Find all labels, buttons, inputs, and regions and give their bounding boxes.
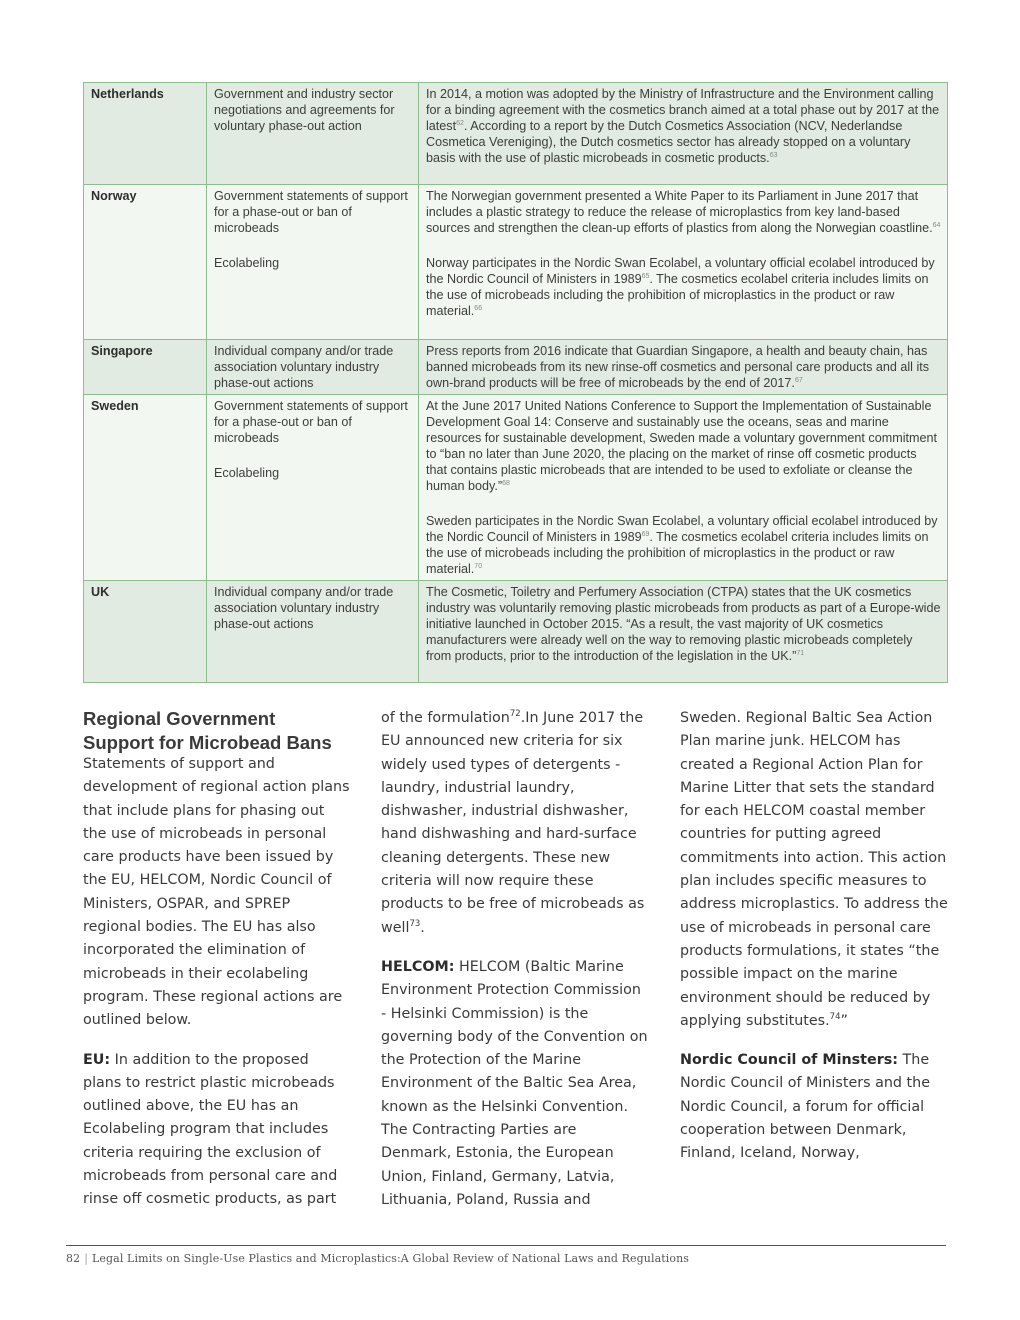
- footer-rule: [66, 1245, 946, 1246]
- intro-paragraph: Statements of support and development of regional action plans that include plans for phasing out the use of microbeads in personal care products have been issued by the EU, HELCOM, Nordic Council of Ministers, OSPAR, and SPREP regional bodies. The EU has also incorporated the elimination of microbeads in their ecolabeling program. These regional actions are outlined below.: [83, 756, 350, 1029]
- nordic-label: Nordic Council of Minsters:: [680, 1052, 898, 1069]
- action-cell: Individual company and/or trade association voluntary industry phase-out actions: [207, 340, 419, 395]
- action-cell: Government statements of support for a phase-out or ban of microbeads Ecolabeling: [207, 395, 419, 581]
- details-cell: [419, 581, 948, 683]
- details-paragraph: Sweden participates in the Nordic Swan Ecolabel, a voluntary official ecolabel introduced by the Nordic Council of Ministers in 1989$^{69}$. The cosmetics ecolabel criteria includes limits on the use of microbeads including the prohibition of microplastics in the product or raw material.$^{70}$: [426, 514, 938, 576]
- helcom-paragraph: HELCOM: HELCOM (Baltic Marine Environment Protection Commission - Helsinki Commission) is the governing body of the Convention on the Protection of the Marine Environment of the Baltic Sea Area, known as the Helsinki Convention. The Contracting Parties are Denmark, Estonia, the European Union, Finland, Germany, Latvia, Lithuania, Poland, Russia and: [381, 958, 648, 1208]
- eu-paragraph-continued: of the formulation$^{72}$.In June 2017 the EU announced new criteria for six widely used types of detergents - laundry, industrial laundry, dishwasher, industrial dishwasher, hand dishwashing and hard-surface cleaning detergents. These new criteria will now require these products to be free of microbeads as well$^{73}$.: [381, 709, 645, 936]
- helcom-label: HELCOM:: [381, 958, 455, 975]
- table-row-uk: [84, 581, 948, 683]
- page-footer: [66, 1252, 689, 1265]
- details-paragraph: Press reports from 2016 indicate that Guardian Singapore, a health and beauty chain, has banned microbeads from its new rinse-off cosmetics and personal care products and all its own-brand products will be free of microbeads by the end of 2017.67: [426, 344, 930, 390]
- action-cell: Government statements of support for a phase-out or ban of microbeads Ecolabeling: [207, 185, 419, 340]
- country-cell: Netherlands: [84, 83, 207, 185]
- details-paragraph: At the June 2017 United Nations Conference to Support the Implementation of Sustainable Development Goal 14: Conserve and sustainably use the oceans, seas and marine resources for sustainable development, Sweden made a voluntary government commitment to “ban no later than June 2020, the placing on the market of rinse off cosmetic products that contains plastic microbeads that are intended to be used to exfoliate or cleanse the human body.”$^{68}$: [426, 399, 938, 493]
- footer-separator: |: [84, 1252, 89, 1265]
- text-column-2: [381, 707, 649, 1212]
- text-column-3: [680, 707, 948, 1166]
- publication-title: Legal Limits on Single-Use Plastics and Microplastics:A Global Review of National Laws and Regulations: [92, 1252, 690, 1265]
- details-paragraph: Norway participates in the Nordic Swan Ecolabel, a voluntary official ecolabel introduced by the Nordic Council of Ministers in 1989$^{65}$. The cosmetics ecolabel criteria includes limits on the use of microbeads including the prohibition of microplastics in the product or raw material.$^{66}$: [426, 256, 935, 318]
- action-cell: Individual company and/or trade association voluntary industry phase-out actions: [207, 581, 419, 683]
- country-cell: UK: [84, 581, 207, 683]
- details-cell: [419, 83, 948, 185]
- action-cell: Government and industry sector negotiations and agreements for voluntary phase-out action: [207, 83, 419, 185]
- section-heading: Regional Government Support for Microbead Bans: [83, 708, 332, 753]
- table-row-netherlands: [84, 83, 948, 185]
- details-paragraph: In 2014, a motion was adopted by the Ministry of Infrastructure and the Environment calling for a binding agreement with the cosmetics branch aimed at a total phase out by 2017 at the latest$^{62}$. According to a report by the Dutch Cosmetics Association (NCV, Nederlandse Cosmetica Vereniging), the Dutch cosmetics sector has already stopped on a voluntary basis with the use of plastic microbeads in cosmetic products.$^{63}$: [426, 87, 940, 165]
- country-cell: Singapore: [84, 340, 207, 395]
- helcom-paragraph-continued: Sweden. Regional Baltic Sea Action Plan marine junk. HELCOM has created a Regional Action Plan for Marine Litter that sets the standard for each HELCOM coastal member countries for putting agreed commitments into action. This action plan includes specific measures to address microplastics. To address the use of microbeads in personal care products formulations, it states “the possible impact on the marine environment should be reduced by applying substitutes.$^{74}$”: [680, 710, 948, 1029]
- country-actions-table: [83, 82, 948, 683]
- eu-label: EU:: [83, 1051, 111, 1068]
- details-paragraph: The Cosmetic, Toiletry and Perfumery Association (CTPA) states that the UK cosmetics industry was voluntarily removing plastic microbeads from products as part of a Europe-wide initiative launched in October 2015. “As a result, the vast majority of UK cosmetics manufacturers were already well on the way to removing plastic microbeads completely from products, prior to the introduction of the legislation in the UK.”$^{71}$: [426, 585, 941, 663]
- details-cell: [419, 185, 948, 340]
- text-column-1: [83, 707, 351, 1212]
- country-cell: Norway: [84, 185, 207, 340]
- nordic-paragraph: Nordic Council of Minsters: The Nordic Council of Ministers and the Nordic Council, a forum for official cooperation between Denmark, Finland, Iceland, Norway,: [680, 1052, 931, 1162]
- details-cell: [419, 395, 948, 581]
- table-row-singapore: [84, 340, 948, 395]
- eu-paragraph: EU: In addition to the proposed plans to restrict plastic microbeads outlined above, the EU has an Ecolabeling program that includes criteria requiring the exclusion of microbeads from personal care and rinse off cosmetic products, as part: [83, 1051, 338, 1208]
- table-row-norway: [84, 185, 948, 340]
- country-cell: Sweden: [84, 395, 207, 581]
- details-cell: [419, 340, 948, 395]
- details-paragraph: The Norwegian government presented a White Paper to its Parliament in June 2017 that includes a plastic strategy to reduce the release of microplastics from key land-based sources and strengthen the clean-up efforts of plastics from along the Norwegian coastline.$^{64}$: [426, 189, 941, 235]
- page-number: 82: [66, 1252, 81, 1265]
- table-row-sweden: [84, 395, 948, 581]
